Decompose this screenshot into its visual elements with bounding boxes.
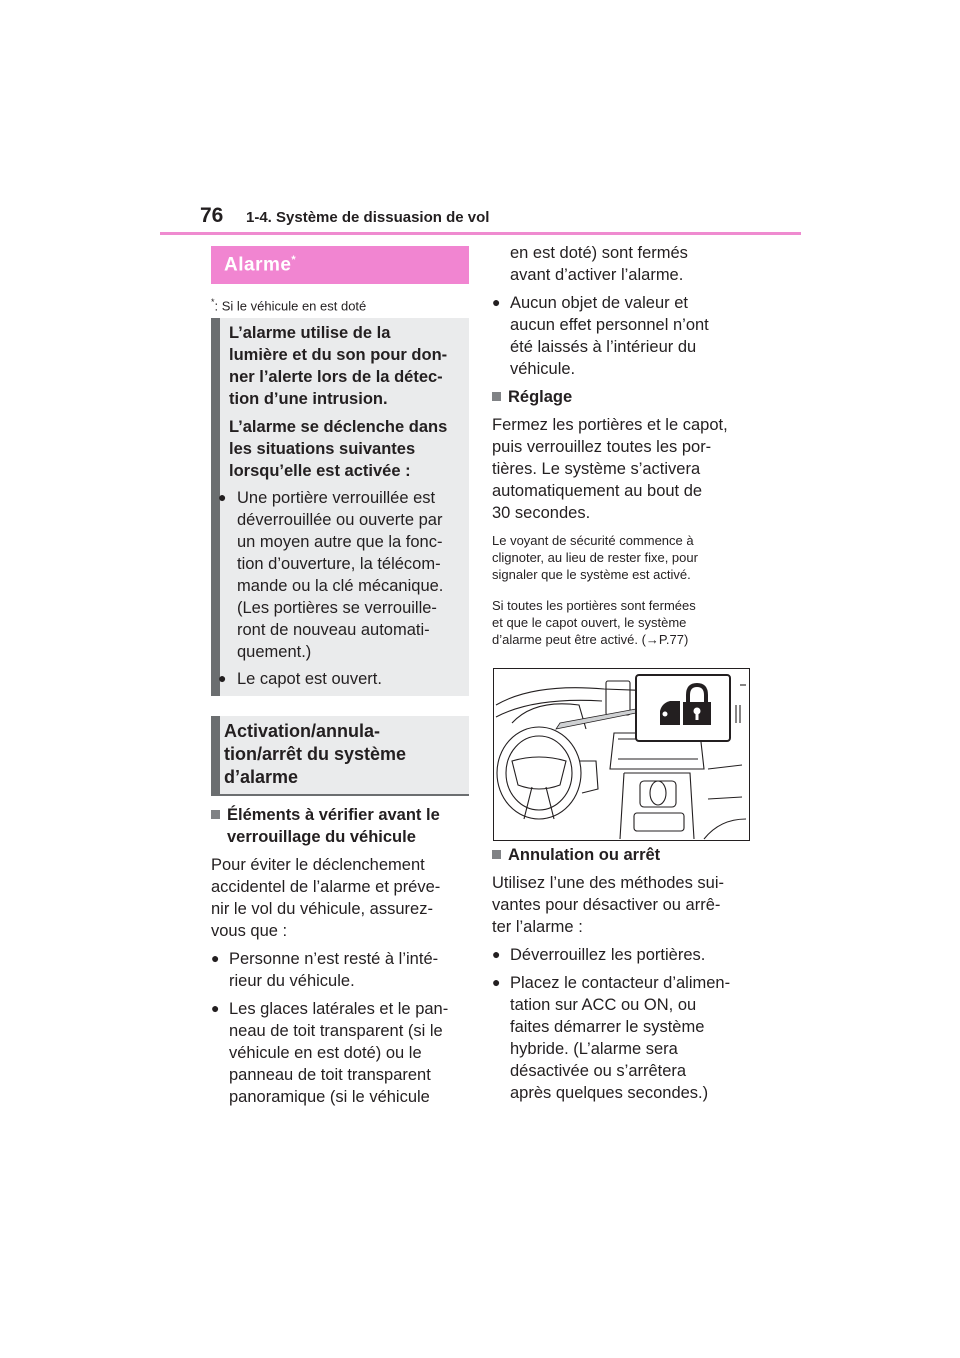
bullet-icon: ● xyxy=(492,294,501,310)
bullet-icon: ● xyxy=(218,489,227,505)
check-bullet-windows: Les glaces latérales et le pan- neau de toit transparent (si le véhicule en est doté) ou le panneau de toit transparent panoramique (si le véhicule xyxy=(229,1000,449,1106)
info-box-accent-bar xyxy=(211,318,220,696)
header-divider xyxy=(160,232,801,235)
section-title: 1-4. Système de dissuasion de vol xyxy=(246,209,490,226)
cancel-bullet-unlock: Déverrouillez les portières. xyxy=(510,946,706,964)
bullet-icon: ● xyxy=(492,946,501,962)
page-number: 76 xyxy=(200,204,224,227)
footnote: *: Si le véhicule en est doté xyxy=(211,297,367,314)
bullet-icon: ● xyxy=(492,974,501,990)
check-bullet-valuables: Aucun objet de valeur et aucun effet personnel n’ont été laissés à l’intérieur du véhicule. xyxy=(510,294,709,378)
check-heading: Éléments à vérifier avant le verrouillage du véhicule xyxy=(211,804,440,848)
activation-underline xyxy=(211,794,469,796)
square-bullet-icon xyxy=(492,850,501,859)
bullet-icon: ● xyxy=(218,670,227,686)
info-bullet-door: Une portière verrouillée est déverrouillée ou ouverte par un moyen autre que la fonc- tion d’ouverture, la télécom- mande ou la clé mécanique. (Les portières se verrouille- ront de nouveau automati- quement.) xyxy=(237,489,444,661)
cancel-bullet-power: Placez le contacteur d’alimen- tation sur ACC ou ON, ou faites démarrer le système hybride. (L’alarme sera désactivée ou s’arrêtera après quelques secondes.) xyxy=(510,974,731,1102)
activation-heading: Activation/annula- tion/arrêt du système d’alarme xyxy=(224,721,407,787)
info-box-intro: L’alarme utilise de la lumière et du son pour don- ner l’alerte lors de la détec- tion d’une intrusion. xyxy=(229,324,448,408)
check-bullet-nobody: Personne n’est resté à l’inté- rieur du véhicule. xyxy=(229,950,439,990)
setting-note-hood: Si toutes les portières sont fermées et que le capot ouvert, le système d’alarme peut être activé. (→P.77) xyxy=(492,598,696,647)
cancel-heading: Annulation ou arrêt xyxy=(492,844,660,866)
info-box-conditions: L’alarme se déclenche dans les situations suivantes lorsqu’elle est activée : xyxy=(229,418,448,480)
bullet-icon: ● xyxy=(211,1000,220,1016)
check-intro: Pour éviter le déclenchement accidentel de l’alarme et préve- nir le vol du véhicule, assurez- vous que : xyxy=(211,856,441,940)
alarm-title: Alarme* xyxy=(224,254,297,276)
dashboard-drawing xyxy=(494,669,749,840)
square-bullet-icon xyxy=(211,810,220,819)
setting-text: Fermez les portières et le capot, puis verrouillez toutes les por- tières. Le système s’activera automatiquement au bout de 30 secondes. xyxy=(492,416,728,522)
square-bullet-icon xyxy=(492,392,501,401)
bullet-icon: ● xyxy=(211,950,220,966)
activation-accent-bar xyxy=(211,716,220,795)
setting-heading: Réglage xyxy=(492,386,572,408)
setting-note-indicator: Le voyant de sécurité commence à clignoter, au lieu de rester fixe, pour signaler que le système est activé. xyxy=(492,533,698,582)
check-bullet-windows-cont: en est doté) sont fermés avant d’activer l’alarme. xyxy=(510,244,688,284)
dashboard-illustration xyxy=(493,668,750,841)
cancel-intro: Utilisez l’une des méthodes sui- vantes pour désactiver ou arrê- ter l’alarme : xyxy=(492,874,725,936)
info-bullet-hood: Le capot est ouvert. xyxy=(237,670,382,688)
